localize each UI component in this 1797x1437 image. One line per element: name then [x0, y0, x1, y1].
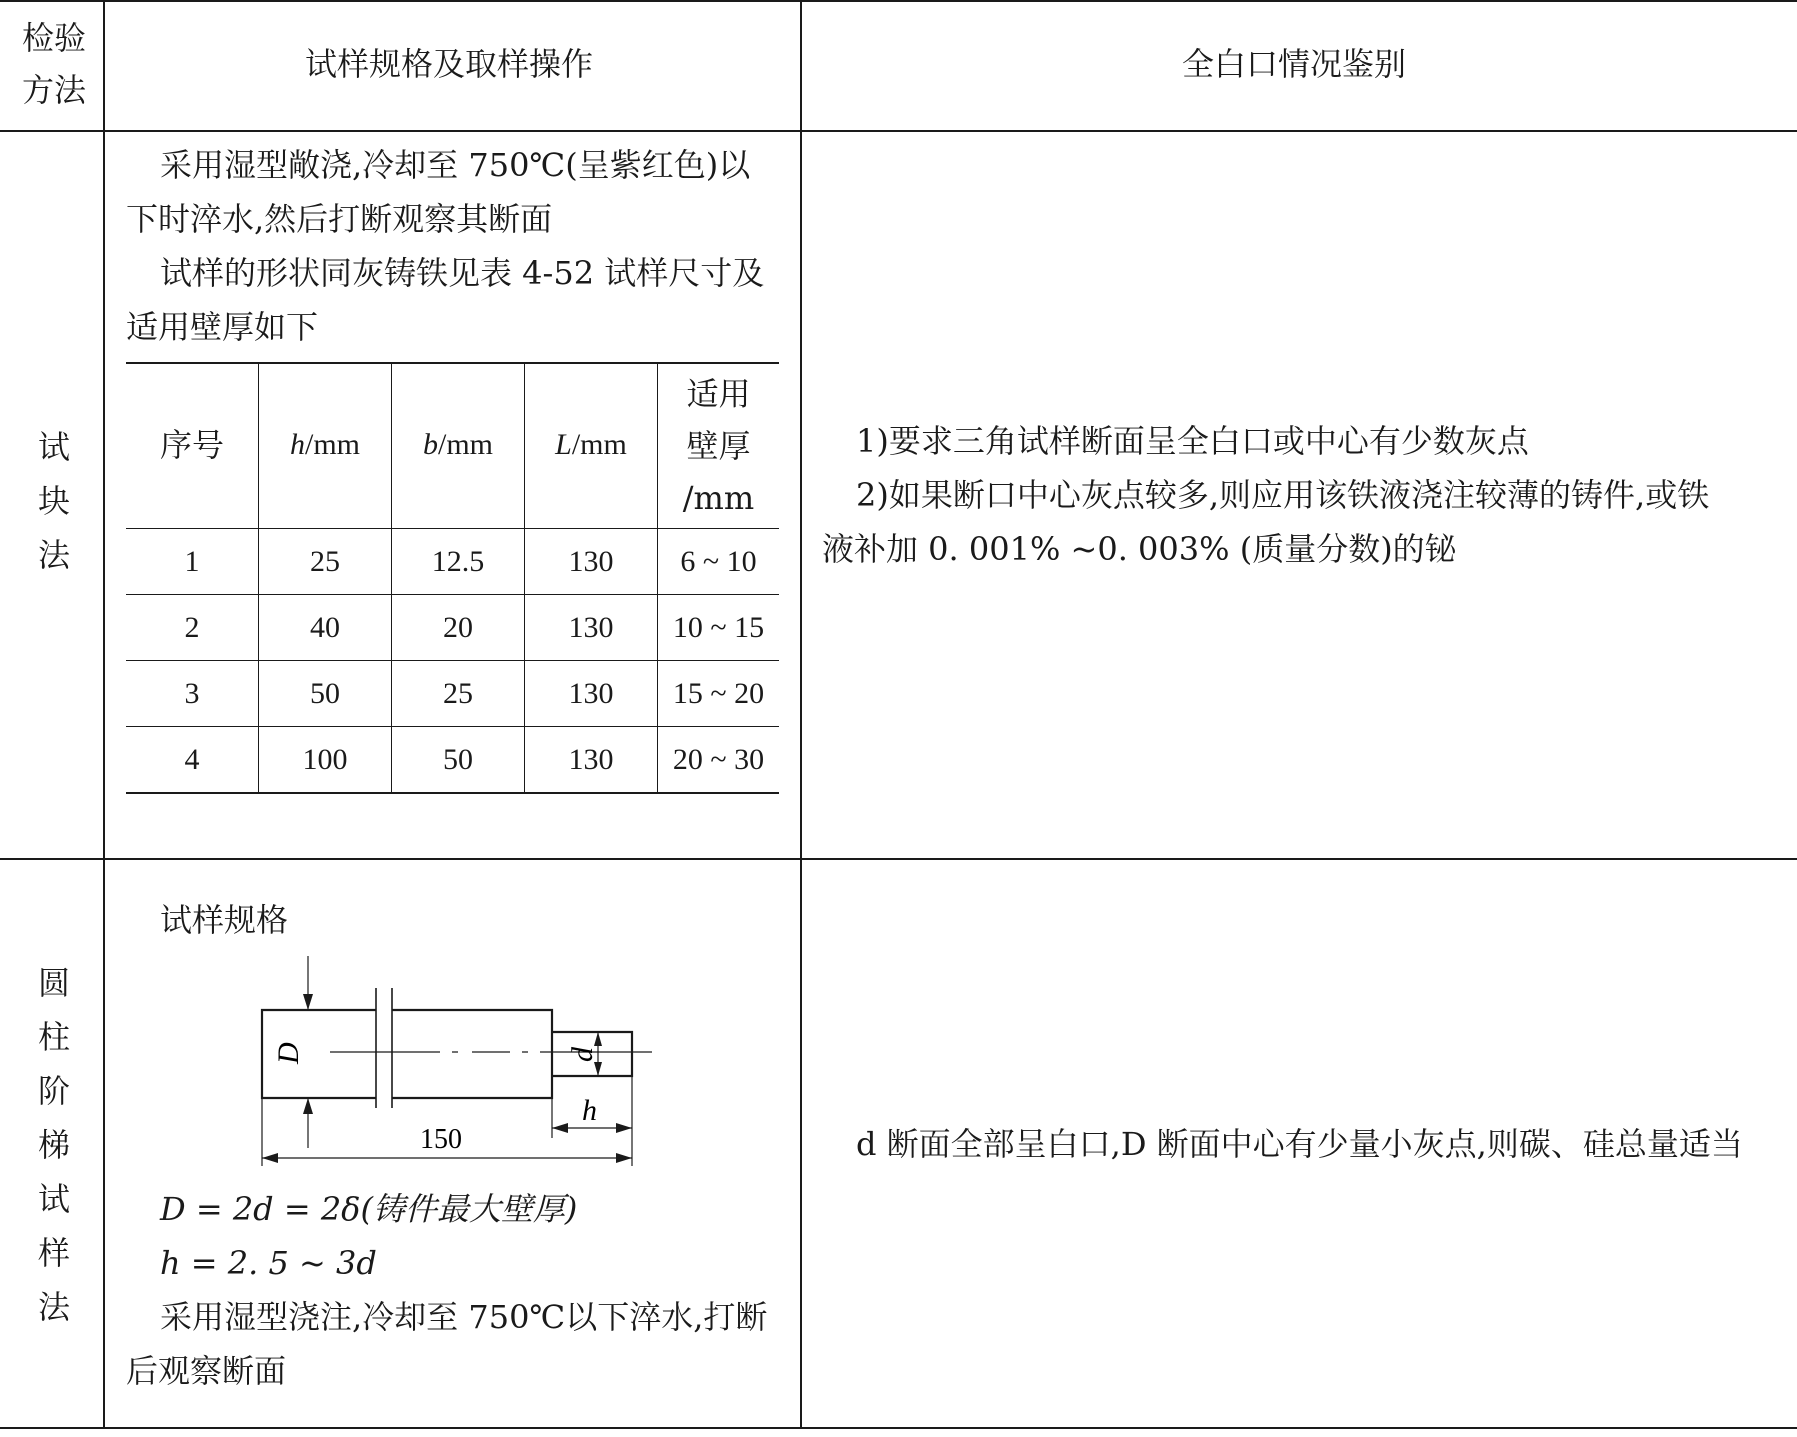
b-unit: /mm	[437, 428, 493, 461]
row2-method-char: 试	[37, 1180, 70, 1218]
row1-spec-paragraph	[126, 138, 764, 354]
cell-seq: 3	[184, 677, 200, 710]
cell-seq: 2	[184, 611, 200, 644]
table-bottom-rule	[126, 792, 779, 794]
wall-line3: /mm	[682, 479, 755, 517]
cell-b: 20	[443, 611, 473, 644]
row2-spec-title: 试样规格	[160, 901, 289, 939]
header-method-line2: 方法	[22, 71, 87, 109]
cell-seq: 1	[184, 545, 200, 578]
arrowhead	[616, 1153, 632, 1163]
large-cylinder-outline	[392, 1010, 552, 1098]
arrowhead	[303, 994, 313, 1010]
cell-L: 130	[568, 545, 614, 578]
size-table	[126, 362, 779, 794]
arrowhead	[594, 1032, 602, 1046]
arrowhead	[552, 1123, 568, 1133]
L-unit: /mm	[571, 428, 627, 461]
label-h: h	[582, 1094, 597, 1127]
top-border	[0, 0, 1797, 2]
row2-method-char: 法	[37, 1288, 70, 1326]
cell-wall: 6 ~ 10	[680, 545, 757, 578]
row1-judge-paragraph	[822, 414, 1709, 576]
row1-judge-line3: 液补加 0. 001% ~0. 003% (质量分数)的铋	[822, 530, 1457, 568]
table-header-seq: 序号	[159, 426, 224, 464]
header-spec: 试样规格及取样操作	[305, 45, 594, 83]
table-header-L	[525, 420, 657, 470]
table-row	[126, 595, 779, 660]
row2-judge: d 断面全部呈白口,D 断面中心有少量小灰点,则碳、硅总量适当	[856, 1125, 1743, 1163]
row2-method-char: 样	[37, 1234, 70, 1272]
row2-formula-paragraph	[126, 1182, 767, 1398]
cell-wall: 10 ~ 15	[672, 611, 765, 644]
cell-seq: 4	[184, 743, 200, 776]
table-row	[126, 529, 779, 594]
row1-para1-line1: 采用湿型敞浇,冷却至 750℃(呈紫红色)以	[160, 146, 751, 184]
row2-method-char: 阶	[37, 1072, 70, 1110]
column-divider-2	[800, 0, 802, 1429]
h-unit: /mm	[304, 428, 360, 461]
L-symbol: L	[555, 428, 572, 461]
row2-para-line1: 采用湿型浇注,冷却至 750℃以下淬水,打断	[160, 1298, 768, 1336]
table-row	[126, 661, 779, 726]
row2-formula1: D = 2d = 2δ(铸件最大壁厚)	[160, 1190, 578, 1228]
header-method-line1: 检验	[22, 19, 87, 57]
row2-formula2: h = 2. 5 ~ 3d	[160, 1244, 377, 1282]
specimen-figure	[240, 948, 680, 1168]
cell-h: 100	[302, 743, 348, 776]
table-row	[126, 727, 779, 792]
cell-wall: 15 ~ 20	[672, 677, 765, 710]
row1-judge-line1: 1)要求三角试样断面呈全白口或中心有少数灰点	[856, 422, 1529, 460]
cell-L: 130	[568, 611, 614, 644]
row2-method-char: 圆	[37, 964, 70, 1002]
row1-para2-line2: 适用壁厚如下	[126, 308, 319, 346]
bottom-border	[0, 1427, 1797, 1429]
row2-method-char: 柱	[37, 1018, 70, 1056]
row1-method-label	[4, 420, 104, 582]
row1-method-char: 试	[37, 428, 70, 466]
row2-method-char: 梯	[37, 1126, 70, 1164]
header-divider	[0, 130, 1797, 132]
cell-L: 130	[568, 677, 614, 710]
cell-h: 50	[310, 677, 340, 710]
cell-b: 50	[443, 743, 473, 776]
arrowhead	[616, 1123, 632, 1133]
wall-line1: 适用	[686, 375, 751, 413]
row1-para1-line2: 下时淬水,然后打断观察其断面	[126, 200, 553, 238]
row1-para2-line1: 试样的形状同灰铸铁见表 4-52 试样尺寸及	[160, 254, 765, 292]
cell-h: 40	[310, 611, 340, 644]
cell-b: 12.5	[431, 545, 485, 578]
arrowhead	[303, 1098, 313, 1114]
row1-judge-line2: 2)如果断口中心灰点较多,则应用该铁液浇注较薄的铸件,或铁	[856, 476, 1710, 514]
cell-h: 25	[310, 545, 340, 578]
cell-wall: 20 ~ 30	[672, 743, 765, 776]
label-d: d	[566, 1047, 599, 1062]
table-header-b	[392, 420, 524, 470]
cell-b: 25	[443, 677, 473, 710]
row-divider	[0, 858, 1797, 860]
arrowhead	[262, 1153, 278, 1163]
table-top-rule	[126, 362, 779, 364]
row2-para-line2: 后观察断面	[126, 1352, 287, 1390]
table-header-h	[259, 420, 391, 470]
table-header-wall	[658, 368, 779, 524]
wall-line2: 壁厚	[686, 427, 751, 465]
label-150: 150	[420, 1124, 462, 1155]
h-symbol: h	[289, 428, 305, 461]
arrowhead	[594, 1062, 602, 1076]
row2-method-label	[4, 956, 104, 1334]
b-symbol: b	[422, 428, 438, 461]
cell-L: 130	[568, 743, 614, 776]
row1-method-char: 法	[37, 536, 70, 574]
label-D: D	[272, 1042, 305, 1064]
header-judge: 全白口情况鉴别	[1182, 45, 1407, 83]
row1-method-char: 块	[37, 482, 70, 520]
